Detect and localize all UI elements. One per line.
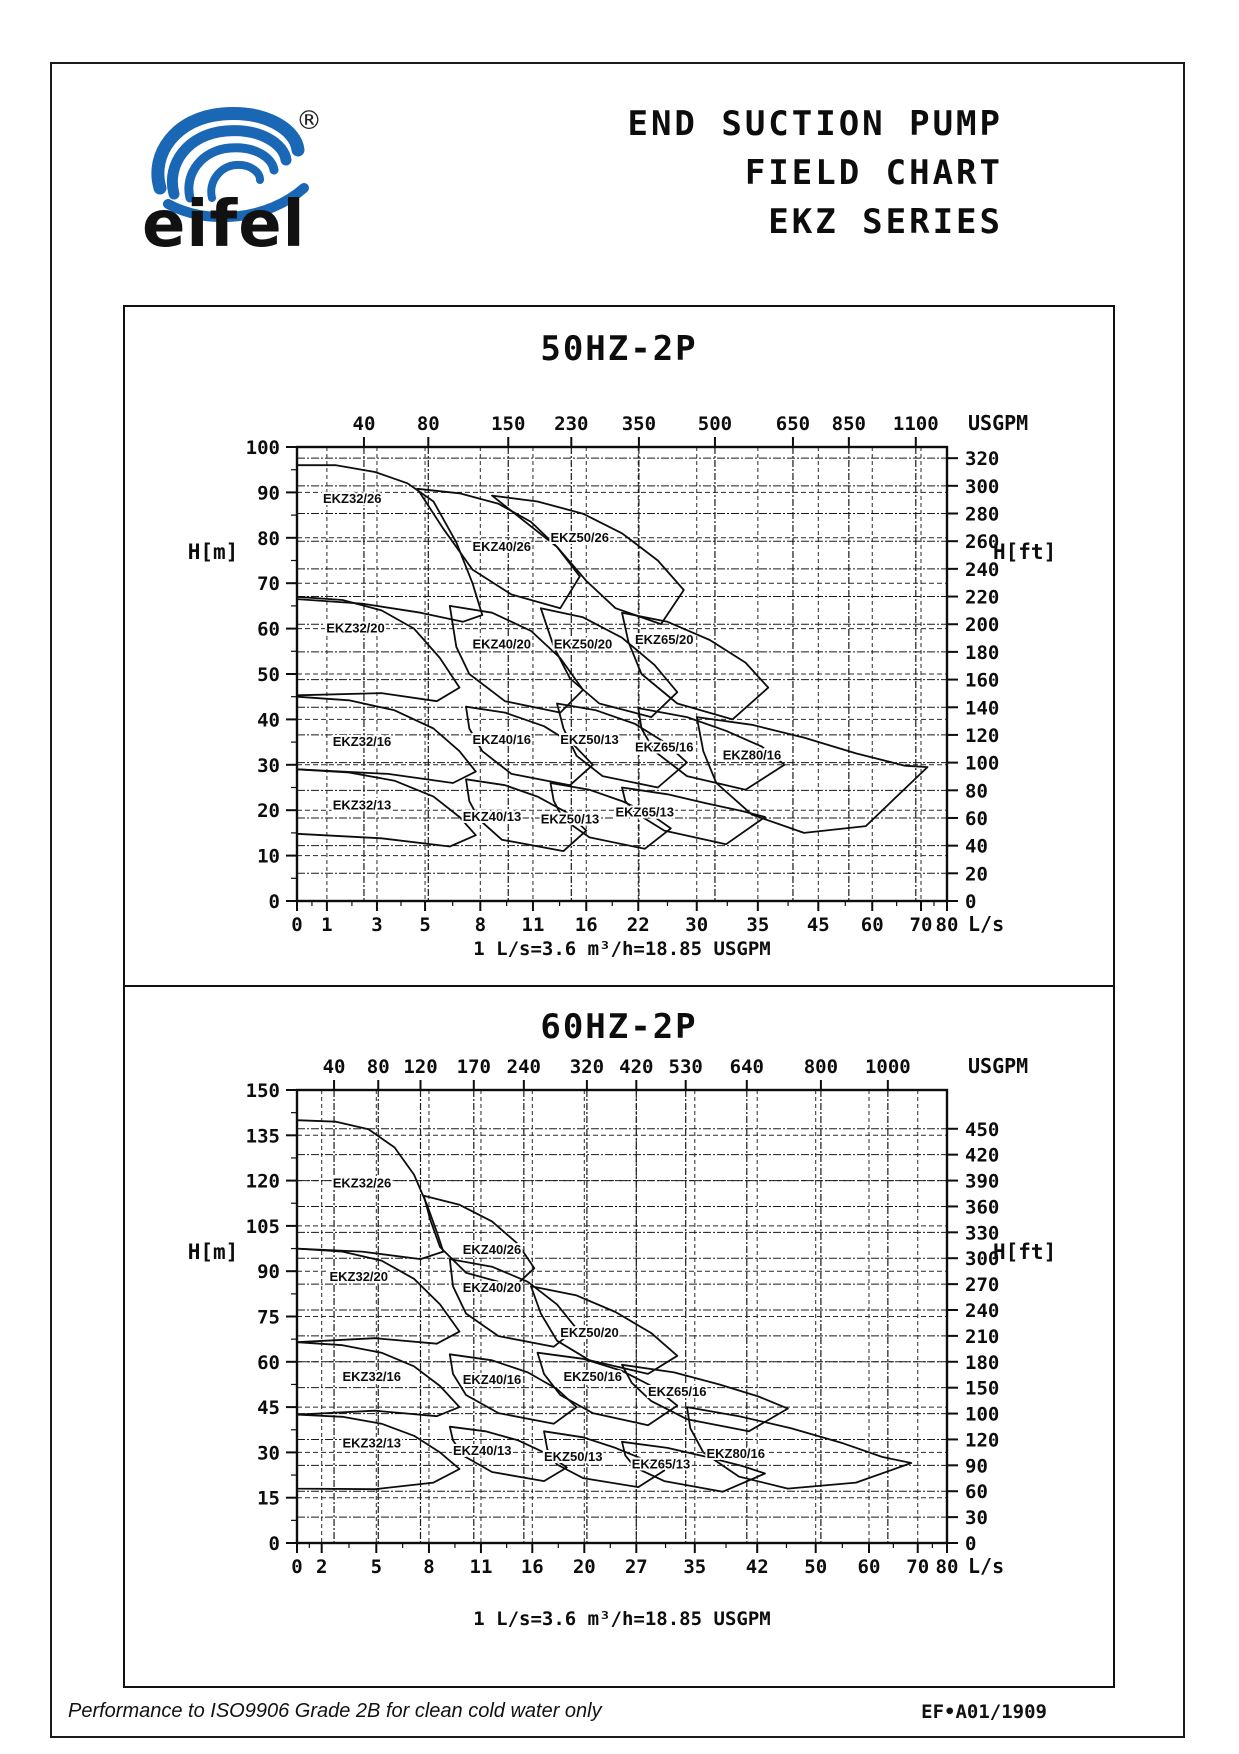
left-tick-label: 90 [257, 1261, 280, 1284]
region-label: EKZ32/20 [326, 620, 385, 636]
x-tick-label: 80 [935, 914, 959, 936]
right-tick-label: 300 [965, 1248, 1000, 1271]
top-axis-unit: USGPM [968, 411, 1029, 435]
x-tick-label: 5 [419, 914, 431, 936]
top-tick-label: 150 [491, 413, 526, 435]
pump-regions [297, 465, 928, 851]
chart-title-60hz: 60HZ-2P [540, 1007, 698, 1047]
chart-panel-60hz [123, 985, 1115, 1688]
x-tick-label: 22 [626, 914, 650, 936]
region-label: EKZ65/16 [634, 739, 694, 755]
field-chart-60hz [125, 987, 1113, 1686]
x-tick-label: 11 [521, 914, 545, 936]
x-tick-label: 8 [423, 1556, 435, 1578]
region-label: EKZ50/20 [560, 1325, 619, 1341]
left-tick-label: 50 [257, 664, 280, 686]
document-title [627, 100, 1003, 247]
x-tick-label: 0 [291, 914, 303, 936]
top-tick-label: 640 [729, 1056, 764, 1078]
title-line-2: FIELD CHART [744, 153, 1003, 193]
conversion-note: 1 L/s=3.6 m³/h=18.85 USGPM [473, 1608, 771, 1630]
top-tick-label: 530 [668, 1056, 703, 1078]
x-tick-label: 8 [474, 914, 487, 936]
region-EKZ40/20 [450, 606, 583, 713]
x-tick-label: 30 [685, 914, 709, 936]
left-tick-label: 0 [268, 1533, 280, 1555]
top-tick-label: 80 [416, 413, 440, 435]
left-axis-unit: H[m] [187, 540, 239, 564]
right-tick-label: 270 [965, 1274, 1000, 1297]
region-EKZ40/20 [450, 1259, 577, 1347]
right-tick-label: 240 [965, 558, 1000, 581]
left-tick-label: 100 [245, 437, 280, 459]
right-tick-label: 450 [965, 1118, 1000, 1141]
registered-trademark-icon: ® [296, 106, 322, 136]
right-tick-label: 140 [965, 697, 1000, 720]
x-tick-label: 27 [624, 1556, 648, 1578]
region-EKZ32/20 [297, 597, 460, 701]
right-tick-label: 30 [965, 1507, 988, 1530]
right-tick-label: 180 [965, 1351, 1000, 1374]
right-tick-label: 0 [965, 1533, 977, 1555]
region-label: EKZ65/13 [615, 804, 675, 820]
grid-lines [297, 447, 947, 901]
region-label: EKZ40/20 [472, 636, 532, 652]
x-tick-label: 60 [857, 1556, 881, 1578]
top-tick-label: 800 [803, 1056, 839, 1078]
x-tick-label: 42 [745, 1556, 769, 1578]
region-label: EKZ32/16 [342, 1368, 402, 1384]
region-label: EKZ40/26 [462, 1242, 522, 1258]
top-tick-label: 230 [554, 413, 589, 435]
right-tick-label: 420 [965, 1144, 1000, 1167]
left-tick-label: 30 [257, 1442, 280, 1465]
x-tick-label: 80 [935, 1556, 959, 1578]
right-tick-label: 120 [965, 724, 1000, 747]
right-tick-label: 330 [965, 1222, 1000, 1245]
region-label: EKZ32/20 [329, 1269, 389, 1285]
region-label: EKZ40/13 [452, 1442, 512, 1458]
x-tick-label: 2 [315, 1556, 328, 1578]
right-tick-label: 360 [965, 1196, 1000, 1219]
region-label: EKZ65/13 [631, 1456, 691, 1472]
region-label: EKZ50/16 [563, 1368, 623, 1384]
right-axis-unit: H[ft] [993, 540, 1057, 564]
right-tick-label: 40 [965, 835, 988, 858]
top-tick-label: 40 [322, 1056, 346, 1078]
region-label: EKZ50/20 [553, 636, 613, 652]
left-tick-label: 75 [257, 1306, 280, 1329]
top-tick-label: 420 [619, 1056, 654, 1078]
right-tick-label: 320 [965, 448, 1000, 471]
region-label: EKZ32/13 [332, 797, 392, 813]
right-tick-label: 100 [965, 752, 1000, 775]
left-tick-label: 70 [257, 573, 280, 596]
region-label: EKZ40/26 [472, 538, 532, 554]
right-tick-label: 60 [965, 807, 988, 830]
right-tick-label: 20 [965, 863, 988, 886]
right-tick-label: 150 [965, 1377, 1000, 1400]
x-tick-label: 3 [371, 914, 383, 936]
right-tick-label: 220 [965, 586, 1000, 609]
region-label: EKZ65/20 [634, 631, 694, 647]
top-tick-label: 1000 [864, 1056, 911, 1078]
left-tick-label: 60 [257, 618, 280, 641]
x-tick-label: 16 [574, 914, 598, 936]
region-label: EKZ32/13 [342, 1435, 402, 1451]
left-tick-label: 135 [245, 1125, 280, 1148]
top-tick-label: 500 [697, 413, 733, 435]
title-line-1: END SUCTION PUMP [627, 104, 1003, 144]
x-tick-label: 1 [321, 914, 333, 936]
right-tick-label: 200 [965, 614, 1000, 637]
top-tick-label: 120 [403, 1056, 438, 1078]
left-axis-unit: H[m] [187, 1240, 239, 1264]
right-tick-label: 60 [965, 1481, 988, 1504]
top-tick-label: 40 [352, 413, 376, 435]
x-tick-label: 20 [572, 1556, 596, 1578]
region-label: EKZ50/26 [550, 529, 610, 545]
left-tick-label: 105 [245, 1215, 280, 1238]
left-tick-label: 150 [245, 1080, 280, 1102]
x-tick-label: 70 [906, 1556, 930, 1578]
left-tick-label: 80 [257, 527, 280, 550]
top-tick-label: 320 [569, 1056, 605, 1078]
right-axis-unit: H[ft] [993, 1240, 1057, 1264]
brand-name: eifel [142, 188, 306, 262]
x-axis-unit: L/s [968, 912, 1005, 936]
top-tick-label: 240 [506, 1056, 542, 1078]
footer-doc-code: EF•A01/1909 [921, 1701, 1047, 1723]
title-line-3: EKZ SERIES [768, 202, 1003, 242]
top-tick-label: 1100 [892, 413, 939, 435]
region-label: EKZ80/16 [722, 747, 782, 763]
region-label: EKZ50/13 [560, 731, 619, 747]
top-tick-label: 80 [366, 1056, 390, 1078]
right-tick-label: 160 [965, 669, 1000, 692]
right-tick-label: 280 [965, 503, 1000, 526]
top-tick-label: 170 [456, 1056, 491, 1078]
region-label: EKZ80/16 [706, 1445, 766, 1461]
top-axis-unit: USGPM [968, 1054, 1029, 1078]
x-tick-label: 0 [291, 1556, 303, 1578]
top-tick-label: 350 [621, 413, 657, 435]
right-tick-label: 390 [965, 1170, 1000, 1193]
conversion-note: 1 L/s=3.6 m³/h=18.85 USGPM [473, 938, 771, 960]
left-tick-label: 45 [257, 1397, 280, 1420]
left-tick-label: 90 [257, 482, 280, 505]
left-tick-label: 120 [245, 1170, 280, 1193]
right-tick-label: 120 [965, 1429, 1000, 1452]
right-tick-label: 0 [965, 891, 977, 913]
region-label: EKZ40/16 [472, 731, 532, 747]
region-label: EKZ32/26 [322, 491, 382, 507]
field-chart-50hz [125, 307, 1113, 985]
x-tick-label: 11 [469, 1556, 493, 1578]
footer-performance-note: Performance to ISO9906 Grade 2B for clean cold water only [68, 1700, 602, 1722]
region-label: EKZ40/16 [462, 1371, 522, 1387]
chart-panel-50hz [123, 305, 1115, 987]
right-tick-label: 180 [965, 641, 1000, 664]
region-label: EKZ40/13 [462, 809, 522, 825]
x-tick-label: 70 [909, 914, 933, 936]
right-tick-label: 90 [965, 1455, 988, 1478]
region-label: EKZ32/26 [332, 1175, 392, 1191]
top-tick-label: 850 [831, 413, 867, 435]
left-tick-label: 0 [268, 891, 280, 913]
right-tick-label: 80 [965, 780, 988, 803]
region-EKZ50/26 [492, 496, 684, 624]
left-tick-label: 15 [257, 1487, 280, 1510]
x-tick-label: 35 [683, 1556, 707, 1578]
x-tick-label: 5 [370, 1556, 383, 1578]
region-label: EKZ65/16 [647, 1384, 707, 1399]
x-axis-unit: L/s [968, 1554, 1005, 1578]
chart-title-50hz: 50HZ-2P [540, 329, 698, 369]
left-tick-label: 40 [257, 709, 280, 732]
right-tick-label: 240 [965, 1300, 1000, 1323]
right-tick-label: 260 [965, 531, 1000, 554]
right-tick-label: 100 [965, 1403, 1000, 1426]
x-tick-label: 35 [746, 914, 770, 936]
top-tick-label: 650 [775, 413, 811, 435]
x-tick-label: 50 [804, 1556, 828, 1578]
x-tick-label: 60 [860, 914, 884, 936]
x-tick-label: 45 [806, 914, 830, 936]
x-tick-label: 16 [520, 1556, 544, 1578]
region-label: EKZ50/13 [540, 811, 600, 827]
region-label: EKZ50/13 [543, 1448, 603, 1464]
region-label: EKZ40/20 [462, 1279, 522, 1295]
left-tick-label: 10 [257, 845, 280, 868]
left-tick-label: 60 [257, 1351, 280, 1374]
right-tick-label: 210 [965, 1325, 1000, 1348]
left-tick-label: 20 [257, 800, 280, 823]
region-label: EKZ32/16 [332, 734, 392, 750]
right-tick-label: 300 [965, 475, 1000, 498]
left-tick-label: 30 [257, 754, 280, 777]
